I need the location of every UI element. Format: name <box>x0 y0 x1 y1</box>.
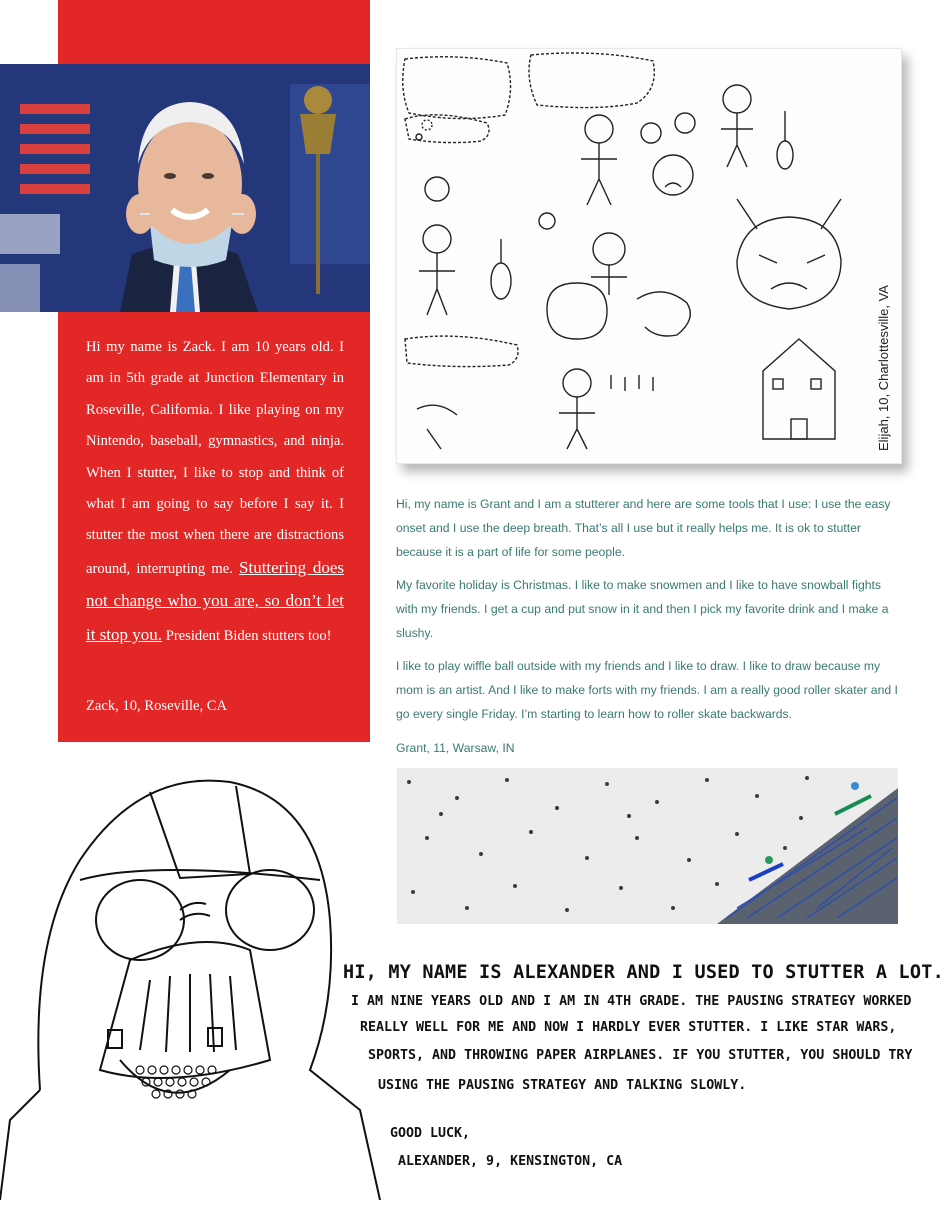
alexander-line-2: I AM NINE YEARS OLD AND I AM IN 4TH GRADE. THE PAUSING STRATEGY WORKED <box>351 994 912 1009</box>
biden-photo <box>0 64 370 312</box>
elijah-caption: Elijah, 10, Charlottesville, VA <box>876 285 891 451</box>
zack-signature: Zack, 10, Roseville, CA <box>86 698 228 714</box>
red-header-strip <box>58 0 370 64</box>
zack-letter-end: President Biden stutters too! <box>165 627 332 644</box>
grant-paragraph: I like to play wiffle ball outside with my friends and I like to draw. I like to draw because my mom is an artist. And I like to make forts with my friends. I am a really good roller skater and I go every single Friday. I’m starting to learn how to roller skate backwards. <box>396 659 898 721</box>
grant-paragraph: My favorite holiday is Christmas. I like to make snowmen and I like to have snowball fights with my friends. I get a cup and put snow in it and then I pick my favorite drink and I make a slushy. <box>396 578 889 640</box>
grant-letter <box>396 492 902 769</box>
snow-hill-illustration <box>397 768 898 924</box>
snow-hill-drawing <box>397 768 898 924</box>
grant-signature: Grant, 11, Warsaw, IN <box>396 741 515 755</box>
biden-photo-illustration <box>0 64 370 312</box>
zack-letter <box>86 332 344 652</box>
darth-vader-drawing <box>0 770 400 1200</box>
alexander-line-3: REALLY WELL FOR ME AND NOW I HARDLY EVER STUTTER. I LIKE STAR WARS, <box>360 1020 897 1035</box>
elijah-drawing <box>396 48 902 464</box>
alexander-line-5: USING THE PAUSING STRATEGY AND TALKING SLOWLY. <box>378 1078 747 1093</box>
alexander-closing: GOOD LUCK, <box>390 1126 471 1141</box>
alexander-signature: ALEXANDER, 9, KENSINGTON, CA <box>398 1154 623 1169</box>
zack-letter-body: Hi my name is Zack. I am 10 years old. I am in 5th grade at Junction Elementary in Roseville, California. I like playing on my Nintendo, baseball, gymnastics, and ninja. When I stutter, I like to stop and think of what I am going to say before I say it. I stutter the most when there are distractions around, interrupting me. <box>86 339 344 577</box>
zack-emphasis: Stuttering does not change who you are, so don’t let it stop you. <box>86 557 344 644</box>
grant-paragraph: Hi, my name is Grant and I am a stutterer and here are some tools that I use: I use the easy onset and I use the deep breath. That’s all I use but it really helps me. It is ok to stutter because it is a part of life for some people. <box>396 497 891 559</box>
alexander-line-4: SPORTS, AND THROWING PAPER AIRPLANES. IF YOU STUTTER, YOU SHOULD TRY <box>368 1048 913 1063</box>
darth-vader-sketch <box>0 770 400 1200</box>
elijah-drawing-sketch <box>397 49 901 463</box>
alexander-line-1: HI, MY NAME IS ALEXANDER AND I USED TO STUTTER A LOT. <box>343 962 944 983</box>
